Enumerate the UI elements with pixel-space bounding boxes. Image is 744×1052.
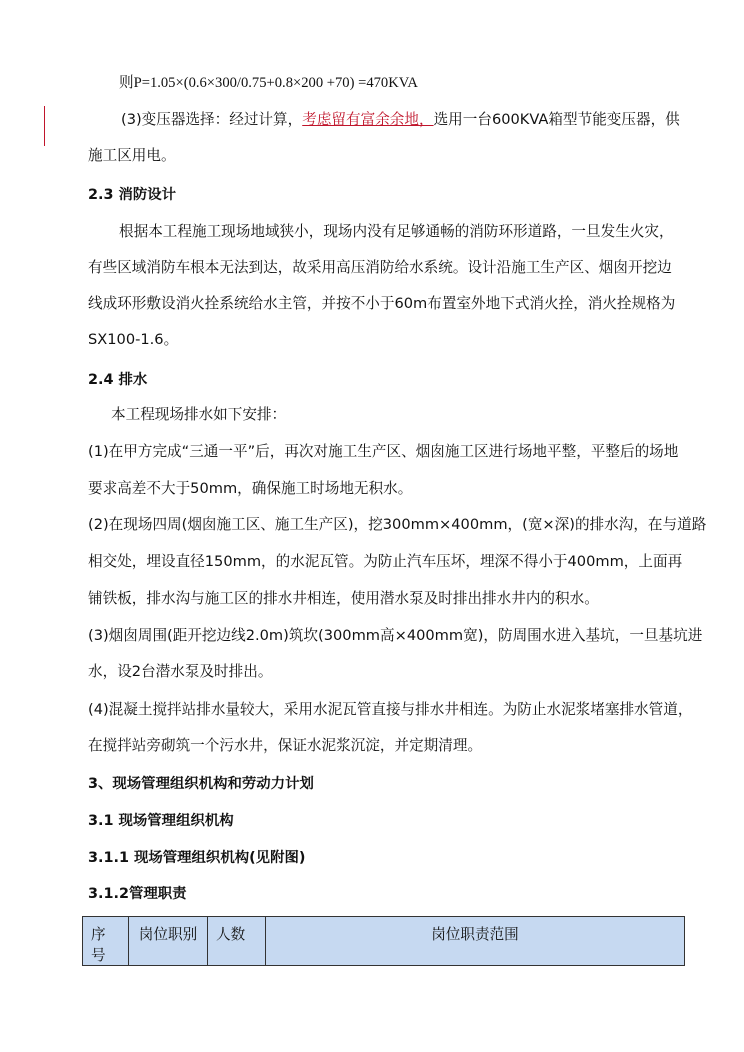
header-position: 岗位职别 <box>129 917 208 966</box>
heading-3: 3、现场管理组织机构和劳动力计划 <box>88 776 314 792</box>
heading-3-1-1: 3.1.1 现场管理组织机构(见附图) <box>88 850 306 866</box>
header-duty-scope: 岗位职责范围 <box>266 917 685 966</box>
heading-3-1: 3.1 现场管理组织机构 <box>88 813 234 829</box>
tracked-insertion[interactable]: 考虑留有富余余地， <box>302 111 434 128</box>
heading-2-4: 2.4 排水 <box>88 372 148 388</box>
fire-design-line-2: 有些区域消防车根本无法到达，故采用高压消防给水系统。设计沿施工生产区、烟囱开挖边 <box>88 259 672 276</box>
power-formula: 则P=1.05×(0.6×300/0.75+0.8×200 +70) =470KVA <box>119 75 418 91</box>
drainage-item-3-line-2: 水，设2台潜水泵及时排出。 <box>88 663 273 680</box>
drainage-item-2-line-2: 相交处，埋设直径150mm，的水泥瓦管。为防止汽车压坏，埋深不得小于400mm，上面再 <box>88 553 683 570</box>
drainage-item-4-line-2: 在搅拌站旁砌筑一个污水井，保证水泥浆沉淀，并定期清理。 <box>88 737 483 754</box>
heading-3-1-2: 3.1.2管理职责 <box>88 886 187 902</box>
drainage-item-2-line-3: 铺铁板，排水沟与施工区的排水井相连，使用潜水泵及时排出排水井内的积水。 <box>88 590 599 607</box>
transformer-paragraph-line-1 <box>121 110 680 130</box>
fire-design-line-4: SX100-1.6。 <box>88 331 179 348</box>
drainage-item-1-line-1: (1)在甲方完成“三通一平”后，再次对施工生产区、烟囱施工区进行场地平整，平整后的场地 <box>88 443 679 460</box>
header-headcount: 人数 <box>208 917 266 966</box>
fire-design-line-3: 线成环形敷设消火拴系统给水主管，并按不小于60m布置室外地下式消火拴，消火拴规格为 <box>88 295 676 312</box>
fire-design-line-1: 根据本工程施工现场地域狭小，现场内没有足够通畅的消防环形道路，一旦发生火灾， <box>119 223 674 240</box>
revision-change-bar <box>44 106 45 146</box>
transformer-text-prefix: (3)变压器选择：经过计算， <box>121 111 303 128</box>
duty-table <box>82 916 685 966</box>
transformer-text-rest: 选用一台600KVA箱型节能变压器，供 <box>433 111 680 128</box>
drainage-item-2-line-1: (2)在现场四周(烟囱施工区、施工生产区)，挖300mm×400mm，(宽×深)的排水沟，在与道路 <box>88 516 707 533</box>
drainage-item-4-line-1: (4)混凝土搅拌站排水量较大，采用水泥瓦管直接与排水井相连。为防止水泥浆堵塞排水管道， <box>88 701 693 718</box>
transformer-paragraph-line-2: 施工区用电。 <box>88 147 176 164</box>
drainage-intro: 本工程现场排水如下安排： <box>111 406 287 423</box>
heading-2-3: 2.3 消防设计 <box>88 187 177 203</box>
table-header-row <box>83 917 685 966</box>
drainage-item-1-line-2: 要求高差不大于50mm，确保施工时场地无积水。 <box>88 480 413 497</box>
header-serial-number: 序号 <box>83 917 129 966</box>
drainage-item-3-line-1: (3)烟囱周围(距开挖边线2.0m)筑坎(300mm高×400mm宽)，防周围水进入基坑，一旦基坑进 <box>88 627 703 644</box>
